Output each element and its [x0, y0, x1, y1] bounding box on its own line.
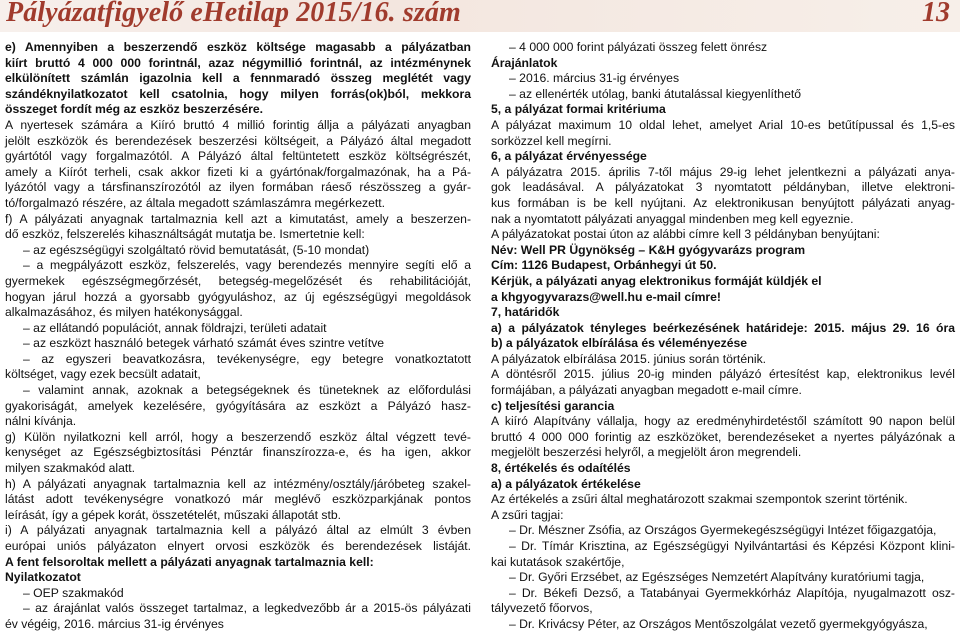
text-line: hogyan járul hozzá a gyorsabb gyógyuláshoz, az új egészségügyi megoldások — [5, 289, 471, 304]
text-line: g) Külön nyilatkozni kell arról, hogy a beszerzendő eszköz által végzett tevé- — [5, 429, 471, 444]
text-line: megjelölt beszerzési helyről, a megjelölt áron megrendeli. — [491, 445, 802, 460]
text-line: A kiíró Alapítvány vállalja, hogy az eredményhirdetéstől számított 90 napon belül — [491, 414, 955, 429]
text-line: – 2016. március 31-ig érvényes — [509, 71, 680, 86]
text-line: összeget fordít még az eszköz beszerzésére. — [5, 102, 264, 117]
text-line: – Dr. Tímár Krisztina, az Egészségügyi Nyilvántartási és Képzési Központ klini- — [509, 539, 955, 553]
text-line: gok leadásával. A pályázatokat 3 nyomtatott példányban, illetve elektroni- — [491, 180, 955, 195]
text-line: A pályázatokat postai úton az alábbi címre kell 3 példányban benyújtani: — [491, 227, 880, 242]
left-column — [5, 40, 471, 633]
text-line: európai uniós pályázaton elnyert orvosi eszközök és berendezések listáját. — [5, 539, 471, 553]
text-line: Árajánlatok — [491, 55, 558, 70]
text-line: Kérjük, a pályázati anyag elektronikus formáját küldjék el — [491, 273, 822, 288]
text-line: kai kutatások szakértője, — [491, 554, 625, 569]
text-line: gyártótól vagy forgalmazótól. A Pályázó által feltüntetett eszköz költségrészét, — [5, 149, 471, 164]
text-line: 5, a pályázat formai kritériuma — [491, 102, 666, 117]
text-line: költséget, vagy ezek becsült adatait, — [5, 367, 201, 382]
text-line: elkülönített számlán igazolnia kell a fennmaradó összeg meglétét vagy — [5, 71, 471, 86]
text-line: A pályázatra 2015. április 7-től május 29-ig lehet jelentkezni a pályázati anya- — [491, 164, 955, 179]
text-line: alkalmazásához, és milyen hatékonysággal. — [5, 305, 243, 320]
text-line: Nyilatkozatot — [5, 570, 81, 585]
text-line: leírását, így a gépek korát, összetételét, műszaki állapotát stb. — [5, 507, 342, 522]
text-line: – valamint annak, azoknak a betegségeknek és tüneteknek az előfordulási — [23, 383, 471, 398]
text-line: kenységet az Egészségbiztosítási Pénztár finanszírozza-e, és ha igen, akkor — [5, 445, 471, 460]
text-line: tályvezető főorvos, — [491, 601, 593, 616]
text-line: amely a Kiírót terheli, csak akkor fizeti ki a gyártónak/forgalmazónak, ha a Pá- — [5, 164, 471, 179]
text-line: tó/forgalmazó részére, az általa megadott számlaszámra megérkezett. — [5, 195, 386, 210]
text-line: milyen szakmakód alatt. — [5, 461, 136, 476]
page-header — [0, 0, 960, 32]
text-line: Név: Well PR Ügynökség – K&H gyógyvarázs program — [491, 242, 806, 257]
text-line: gyermekek egészségmegőrzését, betegség-megelőzését és rehabilitációját, — [5, 273, 471, 288]
right-column — [491, 40, 955, 633]
text-line: – az egyszeri beavatkozásra, tevékenységre, egy betegre vonatkoztatott — [23, 351, 471, 366]
text-line: A nyertesek számára a Kiíró bruttó 4 millió forintig állja a pályázati anyagban — [5, 117, 471, 132]
text-line: f) A pályázati anyagnak tartalmaznia kell azt a kimutatást, amely a beszerzen- — [5, 211, 471, 226]
text-line: c) teljesítési garancia — [491, 398, 615, 413]
text-line: – az eszközt használó betegek várható számát éves szintre vetítve — [23, 336, 385, 351]
text-line: – 4 000 000 forint pályázati összeg felett önrész — [509, 40, 768, 54]
text-line: – az ellenérték utólag, banki átutalással kiegyenlíthető — [509, 86, 802, 101]
text-line: Az értékelés a zsűri által meghatározott szakmai szempontok szerint történik. — [491, 492, 908, 507]
text-line: nak a nyomtatott pályázati anyaggal mindenben meg kell egyeznie. — [491, 211, 854, 226]
text-line: – Dr. Békefi Dezső, a Tatabányai Gyermekkórház Alapítója, nyugalmazott osz- — [509, 585, 955, 600]
text-line: 8, értékelés és odaítélés — [491, 461, 631, 476]
text-line: 7, határidők — [491, 305, 560, 320]
text-line: látást adott tevékenységre vonatkozó már meglévő eszközparkjának pontos — [5, 492, 471, 507]
text-line: A pályázatok elbírálása 2015. június során történik. — [491, 351, 767, 366]
text-line: – a megpályázott eszköz, felszerelés, vagy berendezés mennyire segíti elő a — [23, 258, 471, 273]
text-line: nálni kívánja. — [5, 414, 77, 429]
text-line: gyakoriságát, amelyek kezelésére, gyógyítására az eszközt a Pályázó hasz- — [5, 398, 471, 413]
text-line: formájában, a pályázati anyagban megadott e-mail címre. — [491, 383, 802, 398]
text-line: kiírt bruttó 4 000 000 forintnál, azaz négymillió forintnál, az intézménynek — [5, 55, 471, 70]
text-line: A pályázat maximum 10 oldal lehet, amelyet Arial 10-es betűtípussal és 1,5-es — [491, 117, 955, 132]
text-line: dő eszköz, felszerelés kihasználtságát mutatja be. Ismertetnie kell: — [5, 227, 365, 242]
page-title: Pályázatfigyelő eHetilap 2015/16. szám — [6, 0, 461, 28]
text-line: bruttó 4 000 000 forintig az eszközöket, berendezéseket a nyertes pályázónak a — [491, 429, 955, 444]
text-line: – az árajánlat valós összeget tartalmaz, a legkedvezőbb ár a 2015-ös pályázati — [23, 601, 471, 616]
text-line: szándéknyilatkozatot kell csatolnia, hogy milyen forrás(ok)ból, mekkora — [5, 86, 471, 101]
text-line: – OEP szakmakód — [23, 585, 124, 600]
text-line: – Dr. Mészner Zsófia, az Országos Gyermekegészségügyi Intézet főigazgatója, — [509, 523, 937, 538]
text-line: a khgyogyvarazs@well.hu e-mail címre! — [491, 289, 721, 304]
text-line: – az egészségügyi szolgáltató rövid bemutatását, (5-10 mondat) — [23, 242, 370, 257]
text-line: sorközzel kell megírni. — [491, 133, 612, 148]
text-line: – Dr. Krivácsy Péter, az Országos Mentőszolgálat vezető gyermekgyógyásza, — [509, 616, 928, 631]
text-line: A fent felsoroltak mellett a pályázati anyagnak tartalmaznia kell: — [5, 554, 374, 569]
text-line: A döntésről 2015. július 20-ig minden pályázó értesítést kap, elektronikus levél — [491, 367, 955, 382]
text-line: kus formában is be kell nyújtani. Az elektronikusan benyújtott pályázati anyag- — [491, 195, 955, 210]
text-line: Cím: 1126 Budapest, Orbánhegyi út 50. — [491, 258, 717, 273]
text-line: 6, a pályázat érvényessége — [491, 149, 647, 164]
text-line: e) Amennyiben a beszerzendő eszköz költsége magasabb a pályázatban — [5, 40, 471, 54]
text-line: A zsűri tagjai: — [491, 507, 564, 522]
text-line: – az ellátandó populációt, annak földrajzi, területi adatait — [23, 320, 327, 335]
text-line: a) a pályázatok értékelése — [491, 476, 641, 491]
page-number: 13 — [922, 0, 950, 28]
text-line: h) A pályázati anyagnak tartalmaznia kell az intézmény/osztály/járóbeteg szakel- — [5, 476, 471, 491]
text-line: jelölt eszközök és berendezések beszerzési költségeit, a Pályázó által megadott — [5, 133, 471, 148]
text-line: a) a pályázatok tényleges beérkezésének határideje: 2015. május 29. 16 óra — [491, 320, 955, 335]
text-line: i) A pályázati anyagnak tartalmaznia kell a pályázó által az elmúlt 3 évben — [5, 523, 471, 538]
text-line: lyázótól vagy a társfinanszírozótól az ilyen formában ráeső részösszeg a gyár- — [5, 180, 471, 195]
text-line: – Dr. Győri Erzsébet, az Egészséges Nemzetért Alapítvány kuratóriumi tagja, — [509, 570, 925, 585]
text-line: b) a pályázatok elbírálása és véleményezése — [491, 336, 748, 351]
text-line: év végéig, 2016. március 31-ig érvényes — [5, 616, 224, 631]
